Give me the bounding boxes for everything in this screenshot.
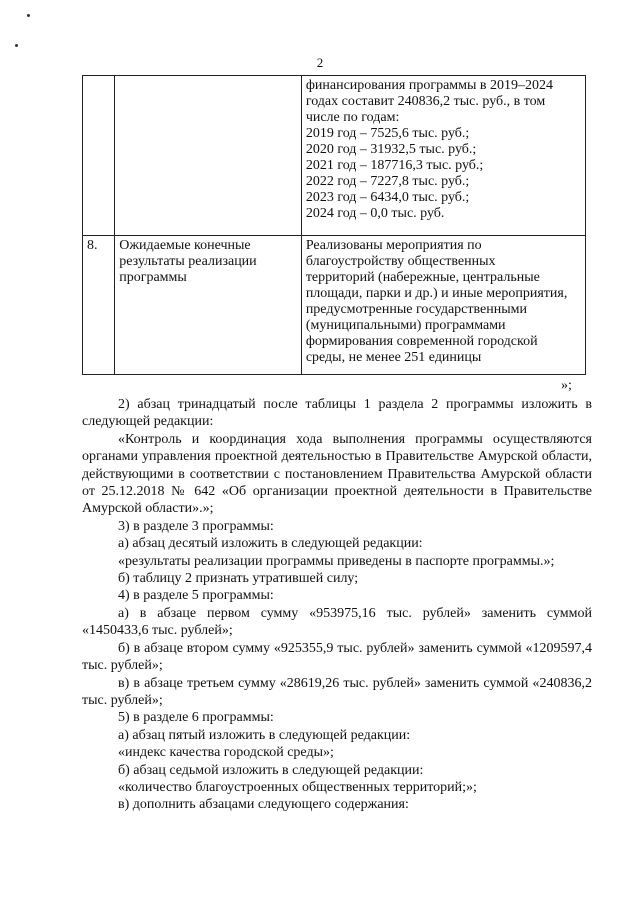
financing-line: числе по годам: [305,110,400,125]
row-name-cell [115,236,302,375]
amendment-paragraph: 4) в разделе 5 программы: [118,588,274,604]
year-2021-line: 2021 год – 187716,3 тыс. руб.; [305,158,484,173]
financing-line: финансирования программы в 2019–2024 [305,78,554,93]
amendment-paragraph: 5) в разделе 6 программы: [118,710,274,726]
row-number-cell [83,76,115,236]
results-line: Реализованы мероприятия по [305,238,482,253]
amendment-paragraph: в) в абзаце третьем сумму «28619,26 тыс. рублей» заменить суммой «240836,2 тыс. рублей»; [82,675,592,708]
scan-dot-1 [27,14,30,17]
results-line: среды, не менее 251 единицы [305,350,482,365]
amendment-paragraph: а) абзац пятый изложить в следующей редакции: [118,727,411,743]
scan-dot-2 [15,44,18,47]
row-number-cell: 8. [83,236,115,375]
row-name-line: результаты реализации [119,254,257,269]
passport-table [82,75,586,375]
document-body [82,396,592,814]
row-name-line: программы [119,270,187,285]
amendment-paragraph: б) абзац седьмой изложить в следующей редакции: [118,762,424,778]
year-2023-line: 2023 год – 6434,0 тыс. руб.; [305,190,470,205]
year-2022-line: 2022 год – 7227,8 тыс. руб.; [305,174,470,189]
quoted-paragraph: «количество благоустроенных общественных территорий;»; [118,779,477,795]
results-line: благоустройству общественных [305,254,496,269]
year-2024-line: 2024 год – 0,0 тыс. руб. [305,206,445,221]
amendment-paragraph: 3) в разделе 3 программы: [118,518,274,534]
year-2019-line: 2019 год – 7525,6 тыс. руб.; [305,126,470,141]
row-name-cell [115,76,302,236]
page-number: 2 [316,55,324,70]
table-row [83,76,586,236]
results-line: территорий (набережные, центральные [305,270,540,285]
amendment-paragraph: 2) абзац тринадцатый после таблицы 1 раздела 2 программы изложить в следующей редакции: [82,397,592,430]
amendment-paragraph: а) абзац десятый изложить в следующей редакции: [118,536,423,552]
results-line: (муниципальными) программами [305,318,506,333]
quoted-paragraph: «результаты реализации программы приведены в паспорте программы.»; [118,553,555,569]
results-line: формирования современной городской [305,334,538,349]
amendment-paragraph: а) в абзаце первом сумму «953975,16 тыс. рублей» заменить суммой «1450433,6 тыс. рублей»; [82,605,592,639]
table-row [83,236,586,375]
row-name-line: Ожидаемые конечные [119,238,251,253]
amendment-paragraph: б) таблицу 2 признать утратившей силу; [118,571,359,587]
results-line: площади, парки и др.) и иные мероприятия, [305,286,568,301]
amendment-paragraph: б) в абзаце втором сумму «925355,9 тыс. рублей» заменить суммой «1209597,4 тыс. рублей»; [82,640,592,674]
results-line: предусмотренные государственными [305,302,527,317]
quoted-paragraph: «индекс качества городской среды»; [118,745,334,761]
results-cell [301,236,585,375]
amendment-paragraph: в) дополнить абзацами следующего содержания: [118,797,409,813]
financing-cell [301,76,585,236]
quoted-paragraph: «Контроль и координация хода выполнения программы осуществляются органами управления проектной деятельностью в Правительстве Амурской области, действующими в соответствии с постановлением Правительства Амурской области от 25.12.2018 № 642 «Об организации проектной деятельности в Правительстве Амурской области».»; [82,431,592,517]
table-closing-mark: »; [561,378,572,393]
year-2020-line: 2020 год – 31932,5 тыс. руб.; [305,142,477,157]
financing-line: годах составит 240836,2 тыс. руб., в том [305,94,546,109]
